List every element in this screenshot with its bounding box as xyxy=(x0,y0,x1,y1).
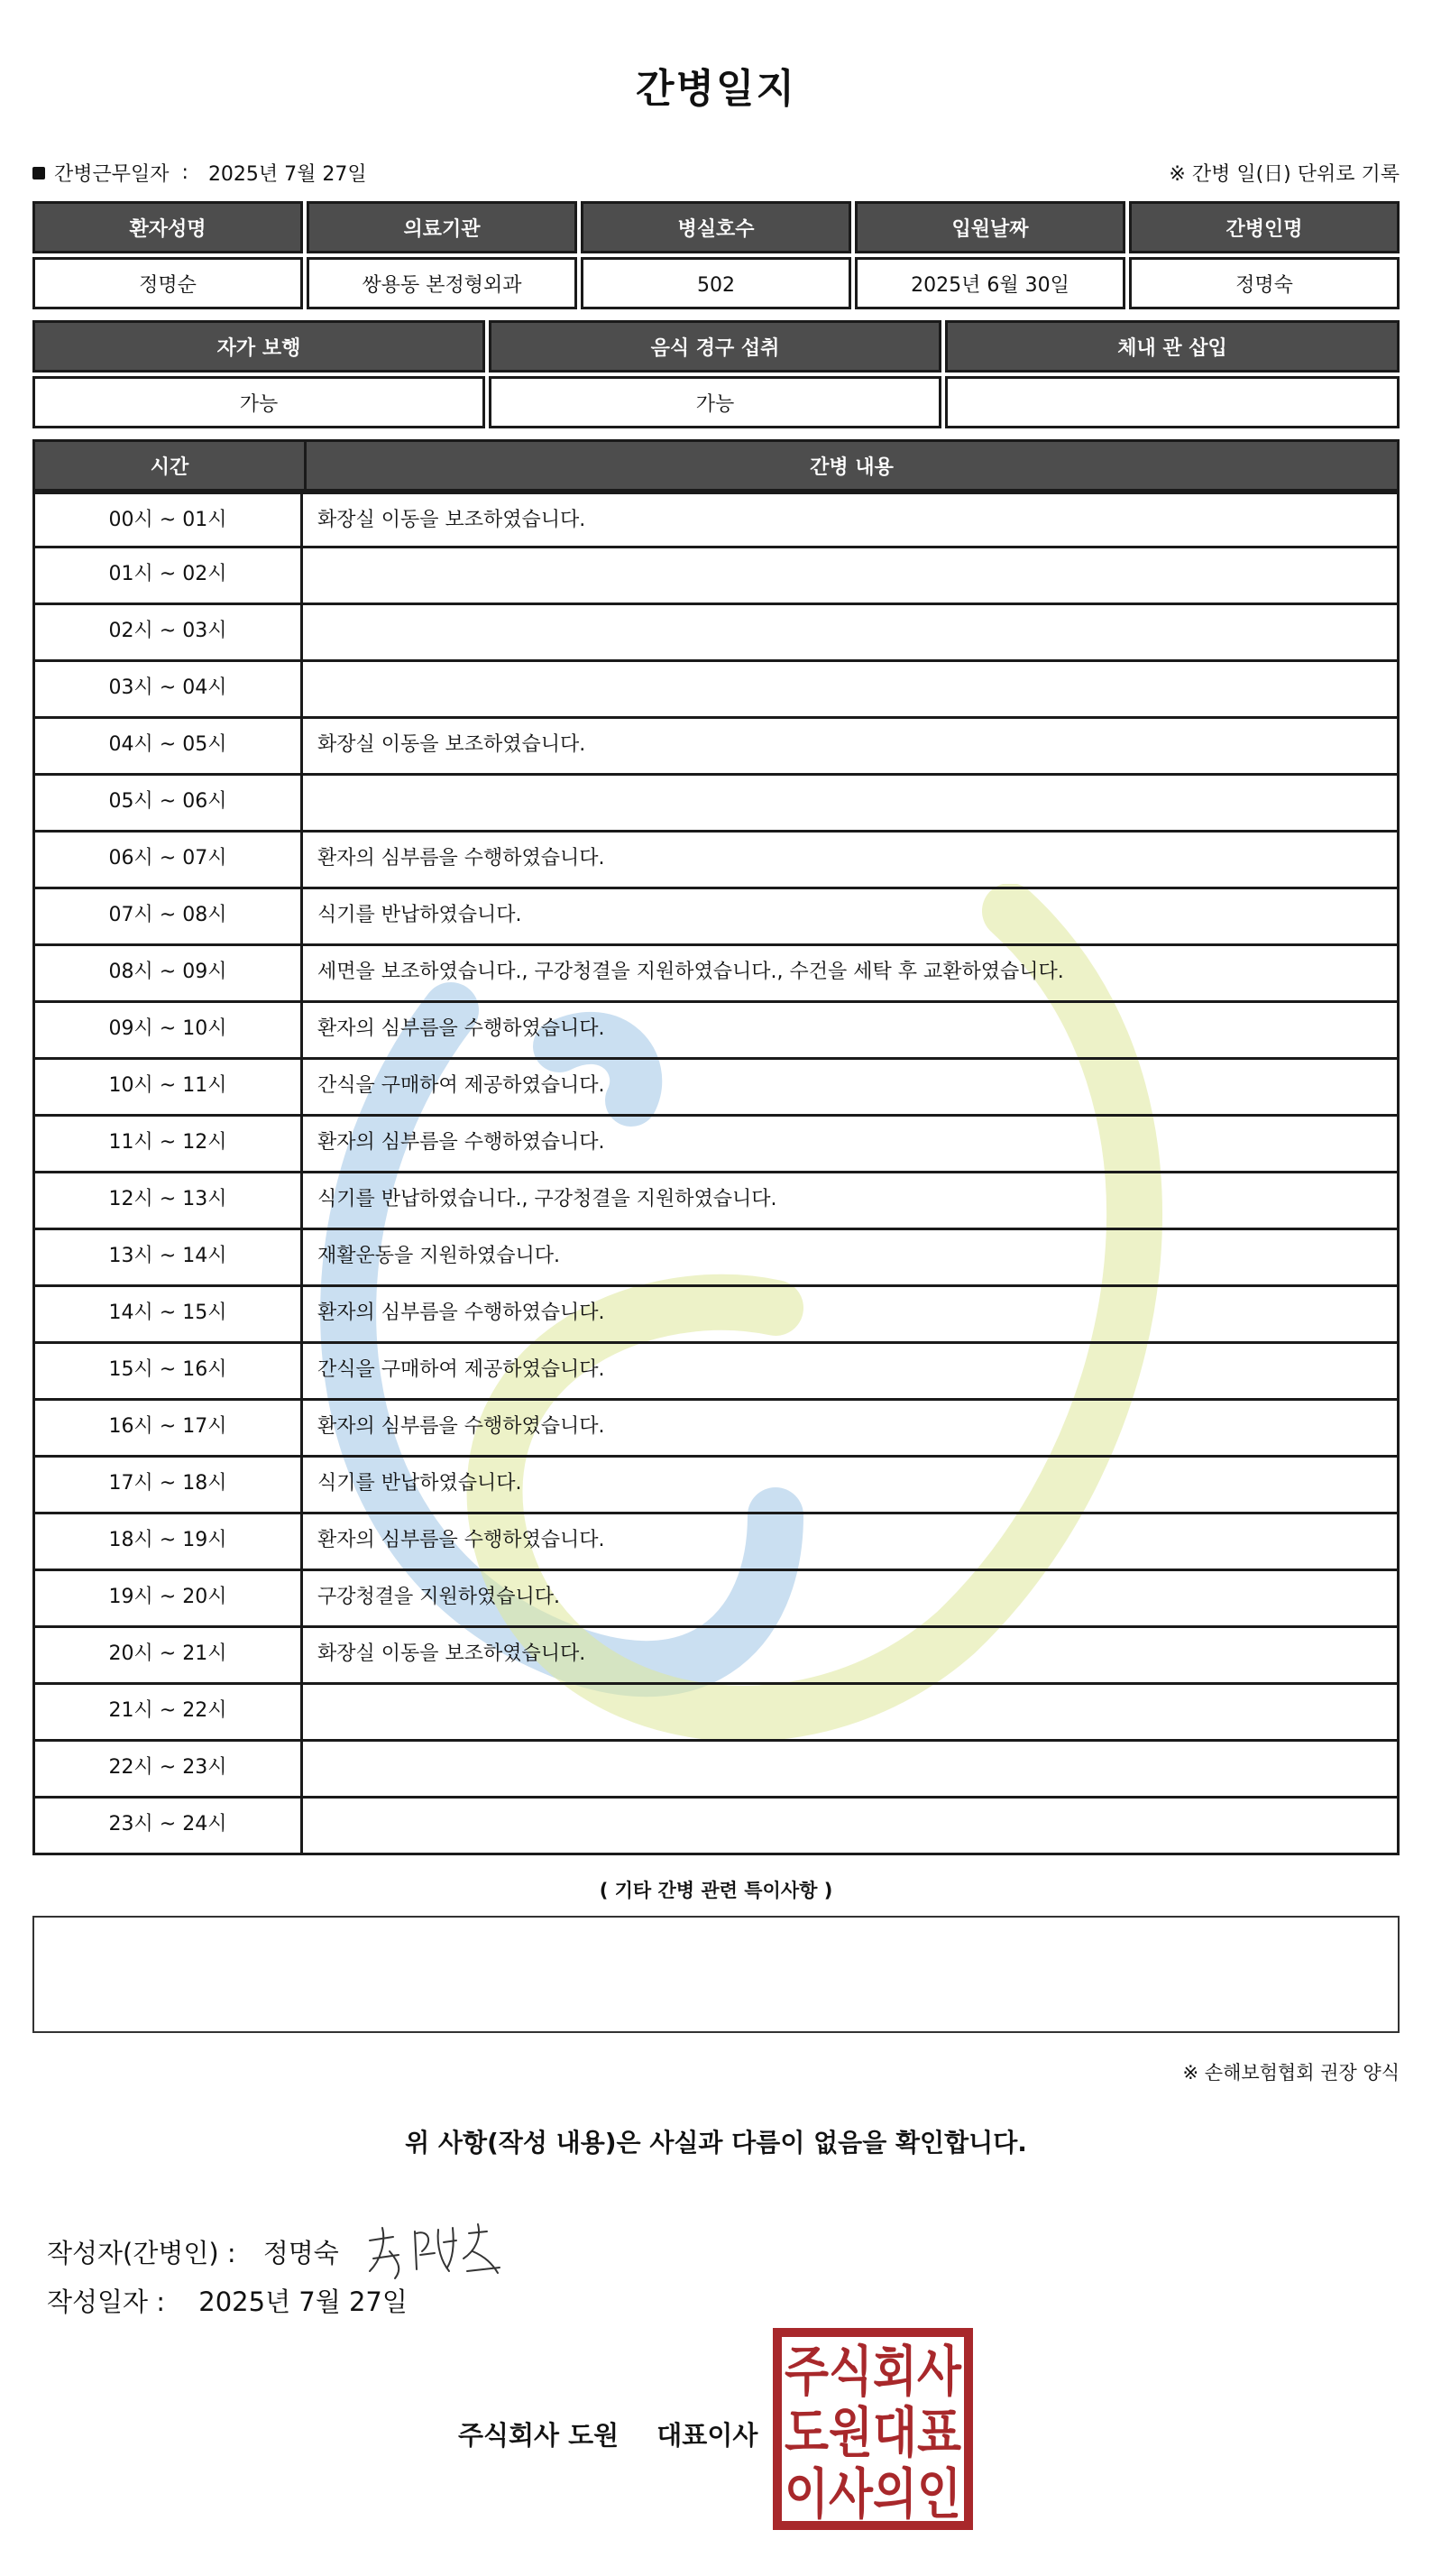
patient-info-value-row xyxy=(32,257,1400,309)
header-tube-insertion: 체내 관 삽입 xyxy=(945,320,1400,373)
care-content-cell: 화장실 이동을 보조하였습니다. xyxy=(303,1628,1400,1685)
care-content-cell: 재활운동을 지원하였습니다. xyxy=(303,1230,1400,1287)
care-log-row xyxy=(32,1685,1400,1742)
time-cell: 13시 ~ 14시 xyxy=(32,1230,303,1287)
care-log-header-row xyxy=(32,439,1400,492)
care-content-cell: 구강청결을 지원하였습니다. xyxy=(303,1571,1400,1628)
time-cell: 02시 ~ 03시 xyxy=(32,605,303,662)
header-admission-date: 입원날짜 xyxy=(855,201,1125,253)
care-log-row xyxy=(32,492,1400,548)
written-date-value: 2025년 7월 27일 xyxy=(198,2286,408,2317)
seal-line-3: 이사의인 xyxy=(785,2463,961,2526)
care-content-cell: 세면을 보조하였습니다., 구강청결을 지원하였습니다., 수건을 세탁 후 교환하였습니다. xyxy=(303,946,1400,1003)
care-log-row xyxy=(32,1571,1400,1628)
care-log-table xyxy=(32,439,1400,1855)
care-content-cell xyxy=(303,1685,1400,1742)
care-content-cell: 환자의 심부름을 수행하였습니다. xyxy=(303,1287,1400,1344)
time-cell: 17시 ~ 18시 xyxy=(32,1458,303,1514)
care-log-rows xyxy=(32,492,1400,1855)
header-self-walking: 자가 보행 xyxy=(32,320,485,373)
care-log-row xyxy=(32,776,1400,833)
time-cell: 16시 ~ 17시 xyxy=(32,1401,303,1458)
written-date-line xyxy=(47,2282,408,2319)
care-log-row xyxy=(32,833,1400,889)
header-time: 시간 xyxy=(32,439,307,492)
time-cell: 07시 ~ 08시 xyxy=(32,889,303,946)
meta-row xyxy=(32,159,1400,189)
care-content-cell: 식기를 반납하였습니다., 구강청결을 지원하였습니다. xyxy=(303,1173,1400,1230)
header-caregiver: 간병인명 xyxy=(1129,201,1400,253)
care-content-cell: 식기를 반납하였습니다. xyxy=(303,889,1400,946)
time-cell: 03시 ~ 04시 xyxy=(32,662,303,719)
care-log-row xyxy=(32,605,1400,662)
care-log-row xyxy=(32,1514,1400,1571)
writer-label: 작성자(간병인) : xyxy=(47,2237,236,2268)
time-cell: 06시 ~ 07시 xyxy=(32,833,303,889)
admission-date: 2025년 6월 30일 xyxy=(855,257,1125,309)
writer-name: 정명숙 xyxy=(262,2237,339,2268)
care-log-row xyxy=(32,1742,1400,1799)
care-content-cell xyxy=(303,1742,1400,1799)
care-content-cell xyxy=(303,662,1400,719)
time-cell: 23시 ~ 24시 xyxy=(32,1799,303,1855)
care-log-row xyxy=(32,662,1400,719)
time-cell: 12시 ~ 13시 xyxy=(32,1173,303,1230)
care-log-row xyxy=(32,1287,1400,1344)
header-oral-intake: 음식 경구 섭취 xyxy=(489,320,941,373)
ability-value-row xyxy=(32,376,1400,428)
care-content-cell: 간식을 구매하여 제공하였습니다. xyxy=(303,1060,1400,1117)
care-log-row xyxy=(32,1401,1400,1458)
seal-line-1: 주식회사 xyxy=(785,2341,962,2404)
caregiver-name: 정명숙 xyxy=(1129,257,1400,309)
care-content-cell: 간식을 구매하여 제공하였습니다. xyxy=(303,1344,1400,1401)
time-cell: 14시 ~ 15시 xyxy=(32,1287,303,1344)
care-log-row xyxy=(32,1344,1400,1401)
time-cell: 09시 ~ 10시 xyxy=(32,1003,303,1060)
oral-intake-value: 가능 xyxy=(489,376,941,428)
work-date xyxy=(32,159,367,187)
care-content-cell: 환자의 심부름을 수행하였습니다. xyxy=(303,1401,1400,1458)
patient-info-table xyxy=(32,201,1400,309)
care-log-row xyxy=(32,1458,1400,1514)
patient-info-header-row xyxy=(32,201,1400,253)
hospital-name: 쌍용동 본정형외과 xyxy=(307,257,577,309)
time-cell: 00시 ~ 01시 xyxy=(32,492,303,548)
work-date-value: 2025년 7월 27일 xyxy=(207,163,367,186)
bullet-icon xyxy=(32,167,45,179)
header-patient-name: 환자성명 xyxy=(32,201,303,253)
time-cell: 08시 ~ 09시 xyxy=(32,946,303,1003)
care-log-row xyxy=(32,1799,1400,1855)
care-content-cell: 환자의 심부름을 수행하였습니다. xyxy=(303,833,1400,889)
care-log-row xyxy=(32,1173,1400,1230)
care-content-cell xyxy=(303,548,1400,605)
care-log-row xyxy=(32,1628,1400,1685)
care-content-cell: 화장실 이동을 보조하였습니다. xyxy=(303,492,1400,548)
ability-header-row xyxy=(32,320,1400,373)
tube-insertion-value xyxy=(945,376,1400,428)
time-cell: 21시 ~ 22시 xyxy=(32,1685,303,1742)
writer-line xyxy=(47,2215,525,2287)
unit-note: ※ 간병 일(日) 단위로 기록 xyxy=(1169,163,1400,186)
header-room: 병실호수 xyxy=(581,201,851,253)
header-hospital: 의료기관 xyxy=(307,201,577,253)
notes-box xyxy=(32,1916,1400,2033)
document-title: 간병일지 xyxy=(635,66,796,112)
time-cell: 04시 ~ 05시 xyxy=(32,719,303,776)
care-content-cell: 화장실 이동을 보조하였습니다. xyxy=(303,719,1400,776)
care-log-row xyxy=(32,946,1400,1003)
time-cell: 11시 ~ 12시 xyxy=(32,1117,303,1173)
care-content-cell: 식기를 반납하였습니다. xyxy=(303,1458,1400,1514)
care-content-cell xyxy=(303,1799,1400,1855)
confirm-text: 위 사항(작성 내용)은 사실과 다름이 없음을 확인합니다. xyxy=(405,2128,1027,2157)
header-care-content: 간병 내용 xyxy=(307,439,1400,492)
care-log-row xyxy=(32,548,1400,605)
recommend-note: ※ 손해보험협회 권장 양식 xyxy=(1182,2062,1400,2084)
time-cell: 22시 ~ 23시 xyxy=(32,1742,303,1799)
room-number: 502 xyxy=(581,257,851,309)
care-log-row xyxy=(32,719,1400,776)
care-content-cell: 환자의 심부름을 수행하였습니다. xyxy=(303,1514,1400,1571)
care-content-cell: 환자의 심부름을 수행하였습니다. xyxy=(303,1117,1400,1173)
signature-icon xyxy=(363,2215,525,2287)
notes-title: ( 기타 간병 관련 특이사항 ) xyxy=(599,1880,833,1901)
time-cell: 19시 ~ 20시 xyxy=(32,1571,303,1628)
company-line xyxy=(458,2415,757,2452)
care-log-row xyxy=(32,1060,1400,1117)
work-date-label: 간병근무일자 xyxy=(54,163,170,186)
seal-line-2: 도원대표 xyxy=(785,2402,962,2465)
work-date-separator: : xyxy=(181,161,188,184)
patient-name: 정명순 xyxy=(32,257,303,309)
self-walking-value: 가능 xyxy=(32,376,485,428)
company-seal-stamp xyxy=(772,2327,974,2531)
care-content-cell xyxy=(303,605,1400,662)
ability-table xyxy=(32,320,1400,428)
care-log-row xyxy=(32,1117,1400,1173)
time-cell: 20시 ~ 21시 xyxy=(32,1628,303,1685)
time-cell: 15시 ~ 16시 xyxy=(32,1344,303,1401)
ceo-title: 대표이사 xyxy=(656,2420,758,2451)
written-date-label: 작성일자 : xyxy=(47,2286,166,2317)
time-cell: 01시 ~ 02시 xyxy=(32,548,303,605)
time-cell: 10시 ~ 11시 xyxy=(32,1060,303,1117)
care-log-row xyxy=(32,1230,1400,1287)
time-cell: 18시 ~ 19시 xyxy=(32,1514,303,1571)
care-log-row xyxy=(32,1003,1400,1060)
care-content-cell: 환자의 심부름을 수행하였습니다. xyxy=(303,1003,1400,1060)
time-cell: 05시 ~ 06시 xyxy=(32,776,303,833)
care-content-cell xyxy=(303,776,1400,833)
care-log-row xyxy=(32,889,1400,946)
company-name: 주식회사 도원 xyxy=(458,2420,620,2451)
